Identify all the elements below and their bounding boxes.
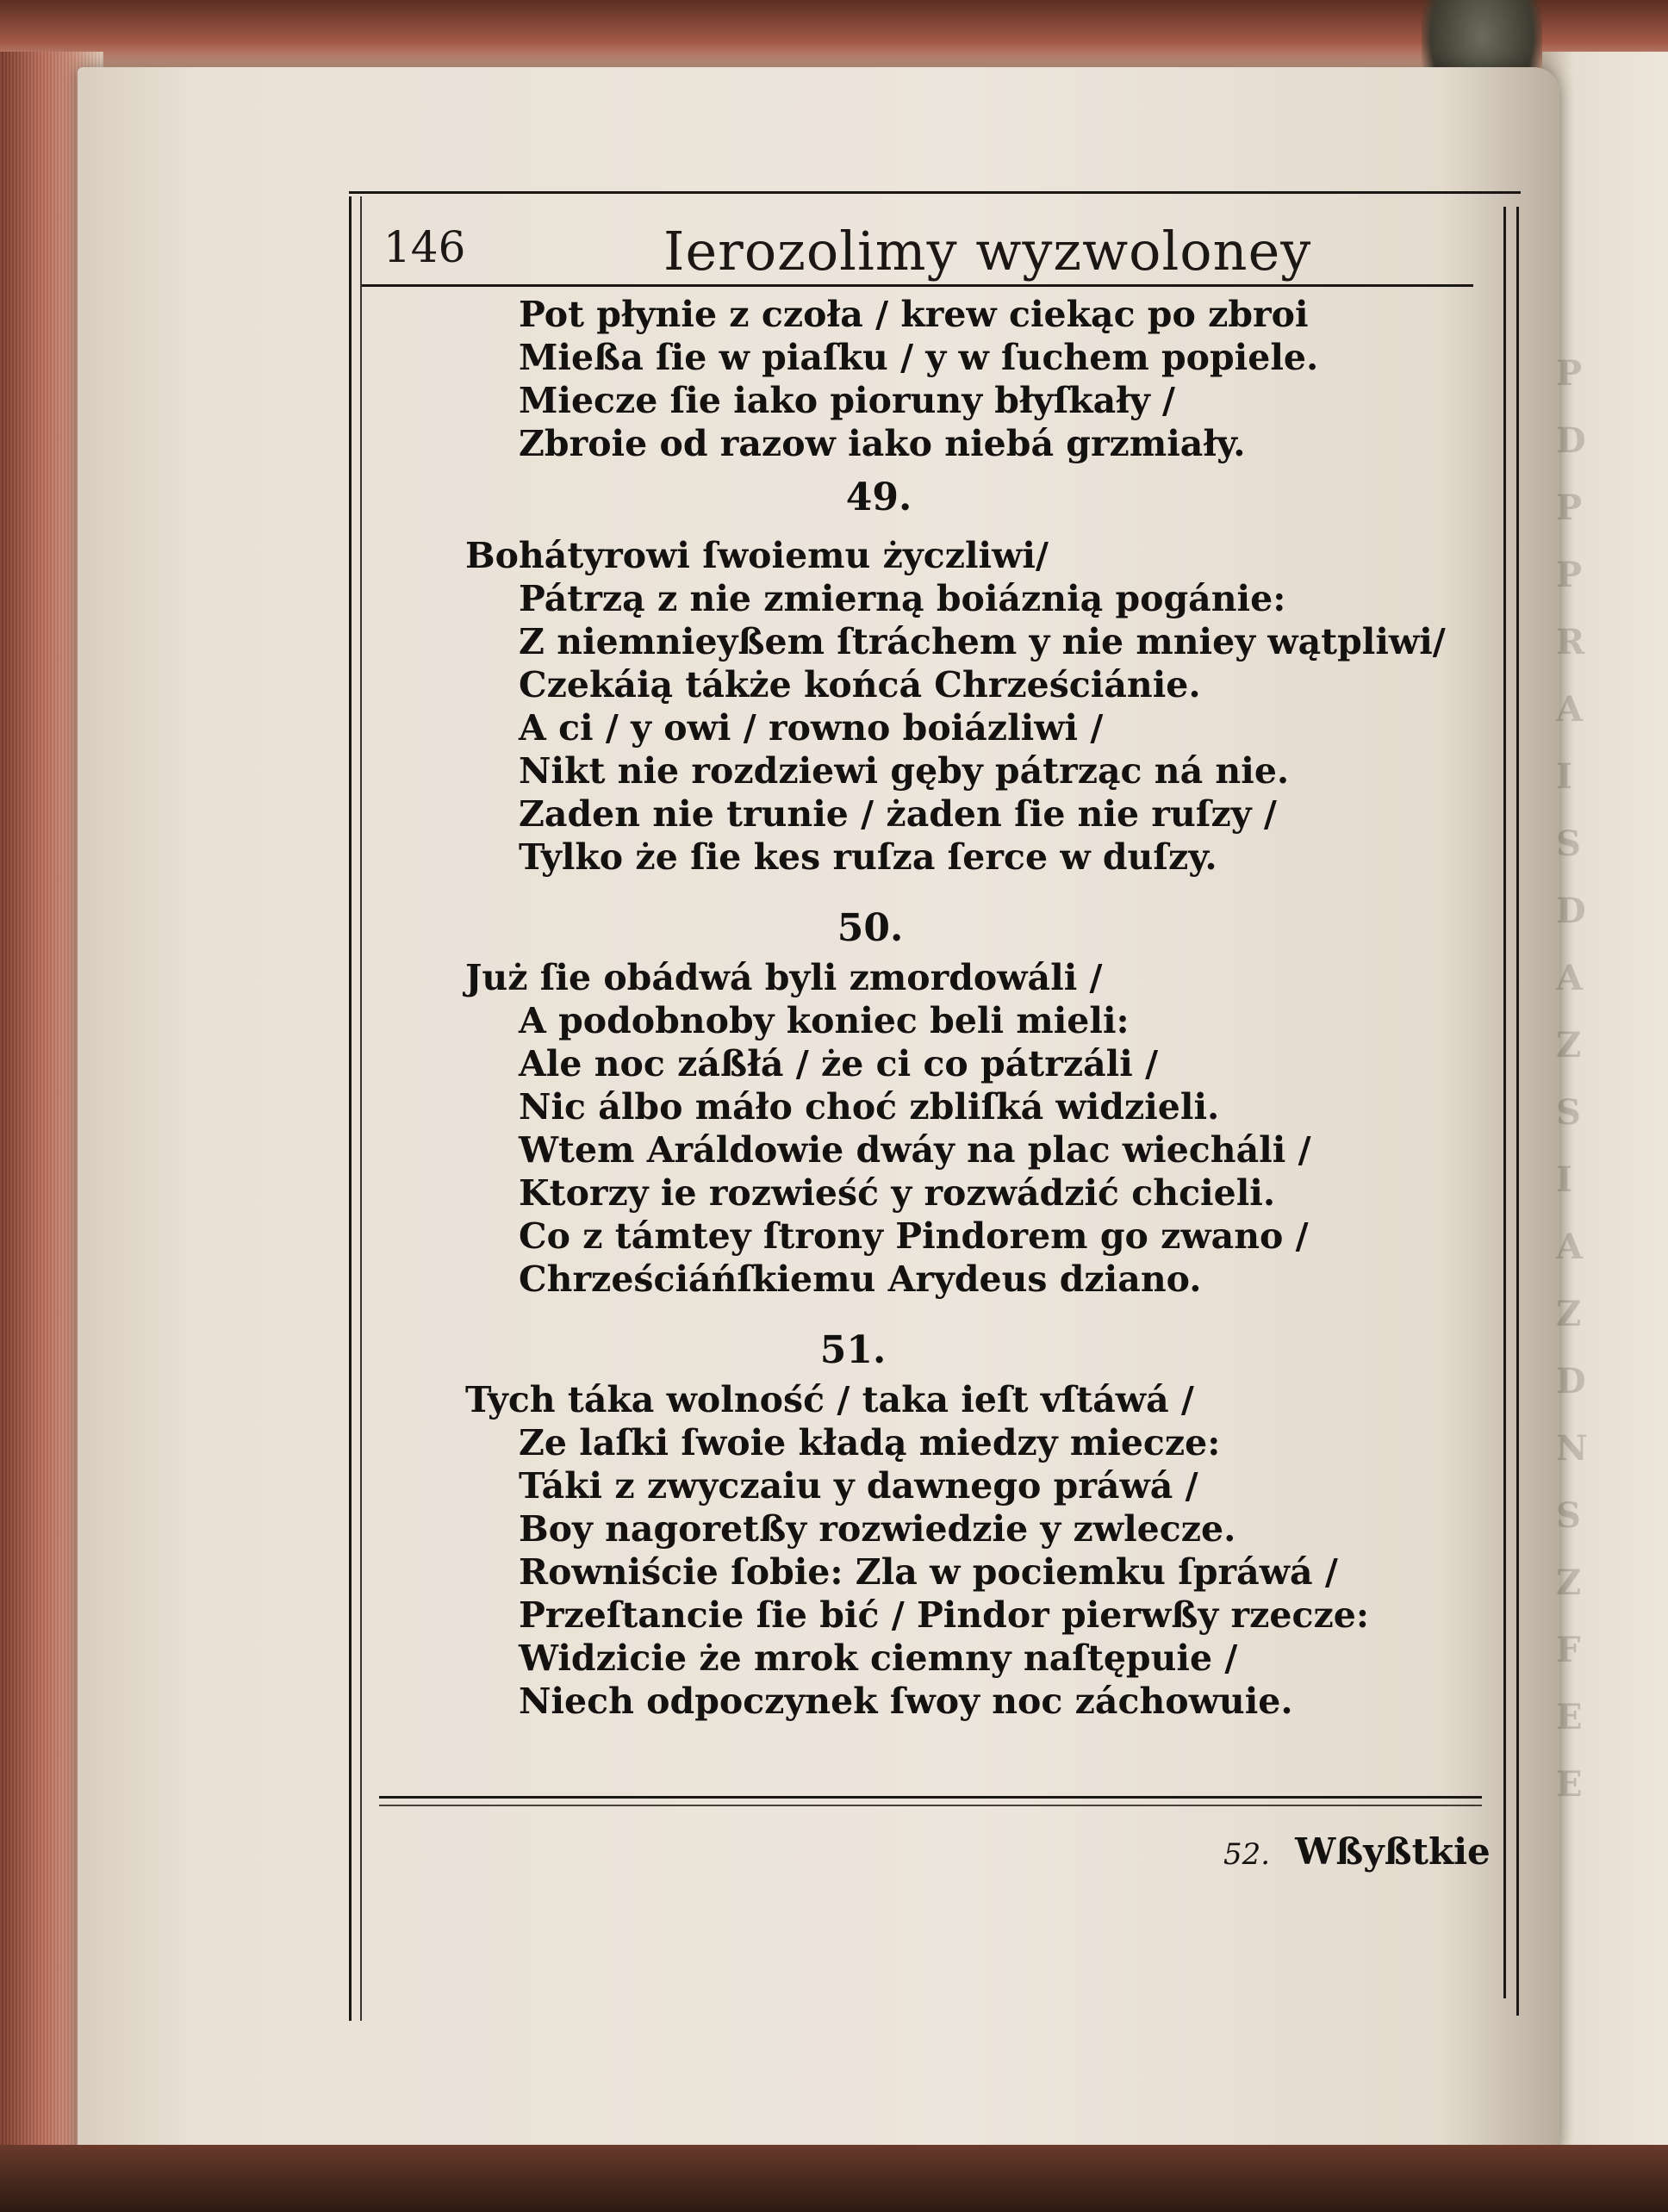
ghost-letter: D	[1556, 420, 1586, 461]
stanza-50	[465, 956, 1387, 1301]
verse-line: Rowniście ſobie: Zla w pociemku ſpráwá /	[519, 1551, 1338, 1593]
ghost-letter: I	[1556, 756, 1572, 797]
verse-line: A podobnoby koniec beli mieli:	[519, 1000, 1130, 1041]
ghost-letter: P	[1556, 555, 1583, 595]
ghost-letter: E	[1556, 1697, 1583, 1737]
verse-line: Nikt nie rozdziewi gęby pátrząc ná nie.	[519, 750, 1290, 792]
ghost-letter: R	[1556, 622, 1585, 662]
verse-line: Ze laſki ſwoie kładą miedzy miecze:	[519, 1422, 1221, 1463]
verse-line: Nic álbo máło choć zbliſká widzieli.	[519, 1086, 1220, 1128]
ghost-letter: Z	[1556, 1563, 1582, 1603]
verse-line: Z niemnieyßem ſtráchem y nie mniey wątpliwi/	[519, 621, 1446, 662]
ghost-letter: A	[1556, 689, 1584, 730]
verse-line: Pot płynie z czoła / krew ciekąc po zbroi	[519, 294, 1309, 335]
catchword-row	[1223, 1830, 1491, 1873]
stanza-number: 51.	[819, 1328, 887, 1372]
ghost-letter: F	[1556, 1630, 1581, 1670]
ghost-letter: A	[1556, 958, 1584, 998]
verse-line: A ci / y owi / rowno boiázliwi /	[519, 707, 1104, 749]
ghost-letter: I	[1556, 1159, 1572, 1200]
catchword: Wßyßtkie	[1295, 1830, 1491, 1873]
frame-top-rule	[349, 191, 1521, 194]
ghost-letter: Z	[1556, 1294, 1582, 1334]
page-number: 146	[383, 222, 466, 272]
running-head-title: Ierozolimy wyzwoloney	[663, 220, 1312, 283]
frame-left-inner-rule	[360, 196, 362, 2021]
book-bottom-edge	[0, 2145, 1668, 2212]
book-top-edge	[0, 0, 1668, 78]
verse-line: Tylko że ſie kes ruſza ſerce w duſzy.	[519, 836, 1217, 878]
stanza-number: 49.	[845, 475, 912, 519]
ghost-letter: E	[1556, 1764, 1583, 1805]
stanza-48-continuation	[465, 293, 1387, 465]
verse-line: Chrześciáńſkiemu Arydeus dziano.	[519, 1258, 1202, 1300]
ghost-letter: S	[1556, 1495, 1581, 1536]
verse-line: Zaden nie trunie / żaden ſie nie ruſzy /	[519, 793, 1277, 835]
verse-line: Widzicie że mrok ciemny naſtępuie /	[519, 1637, 1238, 1679]
stanza-number: 50.	[837, 906, 904, 950]
ghost-letter: Z	[1556, 1025, 1582, 1066]
ghost-letter: P	[1556, 353, 1583, 394]
frame-bottom-rule-2	[379, 1805, 1482, 1806]
verse-line: Táki z zwyczaiu y dawnego práwá /	[519, 1465, 1198, 1507]
verse-line: Ale noc záßłá / że ci co pátrzáli /	[519, 1043, 1159, 1084]
facing-page-text-bleed	[1551, 353, 1668, 1817]
head-underline-rule	[362, 284, 1473, 287]
ghost-letter: D	[1556, 891, 1586, 931]
ghost-letter: S	[1556, 1092, 1581, 1133]
stanza-51	[465, 1378, 1387, 1723]
ghost-letter: N	[1556, 1428, 1588, 1469]
verse-line: Ktorzy ie rozwieść y rozwádzić chcieli.	[519, 1172, 1276, 1214]
ghost-letter: A	[1556, 1227, 1584, 1267]
verse-line: Pátrzą z nie zmierną boiáznią pogánie:	[519, 578, 1286, 619]
frame-right-outer-rule	[1516, 207, 1519, 2016]
verse-line: Co z támtey ſtrony Pindorem go zwano /	[519, 1215, 1309, 1257]
verse-line: Niech odpoczynek ſwoy noc záchowuie.	[519, 1681, 1293, 1722]
ghost-letter: D	[1556, 1361, 1586, 1401]
verse-line: Czekáią tákże końcá Chrześciánie.	[519, 664, 1201, 705]
verse-line: Mießa ſie w piaſku / y w ſuchem popiele.	[519, 337, 1319, 378]
frame-left-outer-rule	[349, 196, 352, 2021]
catchword-signature: 52.	[1223, 1837, 1271, 1872]
verse-line: Wtem Aráldowie dwáy na plac wiecháli /	[519, 1129, 1311, 1171]
verse-line: Już ſie obádwá byli zmordowáli /	[465, 957, 1103, 998]
ghost-letter: S	[1556, 823, 1581, 864]
verse-line: Miecze ſie iako pioruny błyſkały /	[519, 380, 1176, 421]
verse-line: Zbroie od razow iako niebá grzmiały.	[519, 423, 1246, 464]
frame-bottom-rule	[379, 1796, 1482, 1799]
verse-line: Przeſtancie ſie bić / Pindor pierwßy rzecze:	[519, 1594, 1369, 1636]
ghost-letter: P	[1556, 488, 1583, 528]
stanza-49	[465, 534, 1446, 879]
frame-right-inner-rule	[1503, 207, 1506, 1998]
verse-line: Boy nagoretßy rozwiedzie y zwlecze.	[519, 1508, 1236, 1550]
verse-line: Tych táka wolność / taka ieſt vſtáwá /	[465, 1379, 1194, 1420]
verse-line: Bohátyrowi ſwoiemu życzliwi/	[465, 535, 1049, 576]
